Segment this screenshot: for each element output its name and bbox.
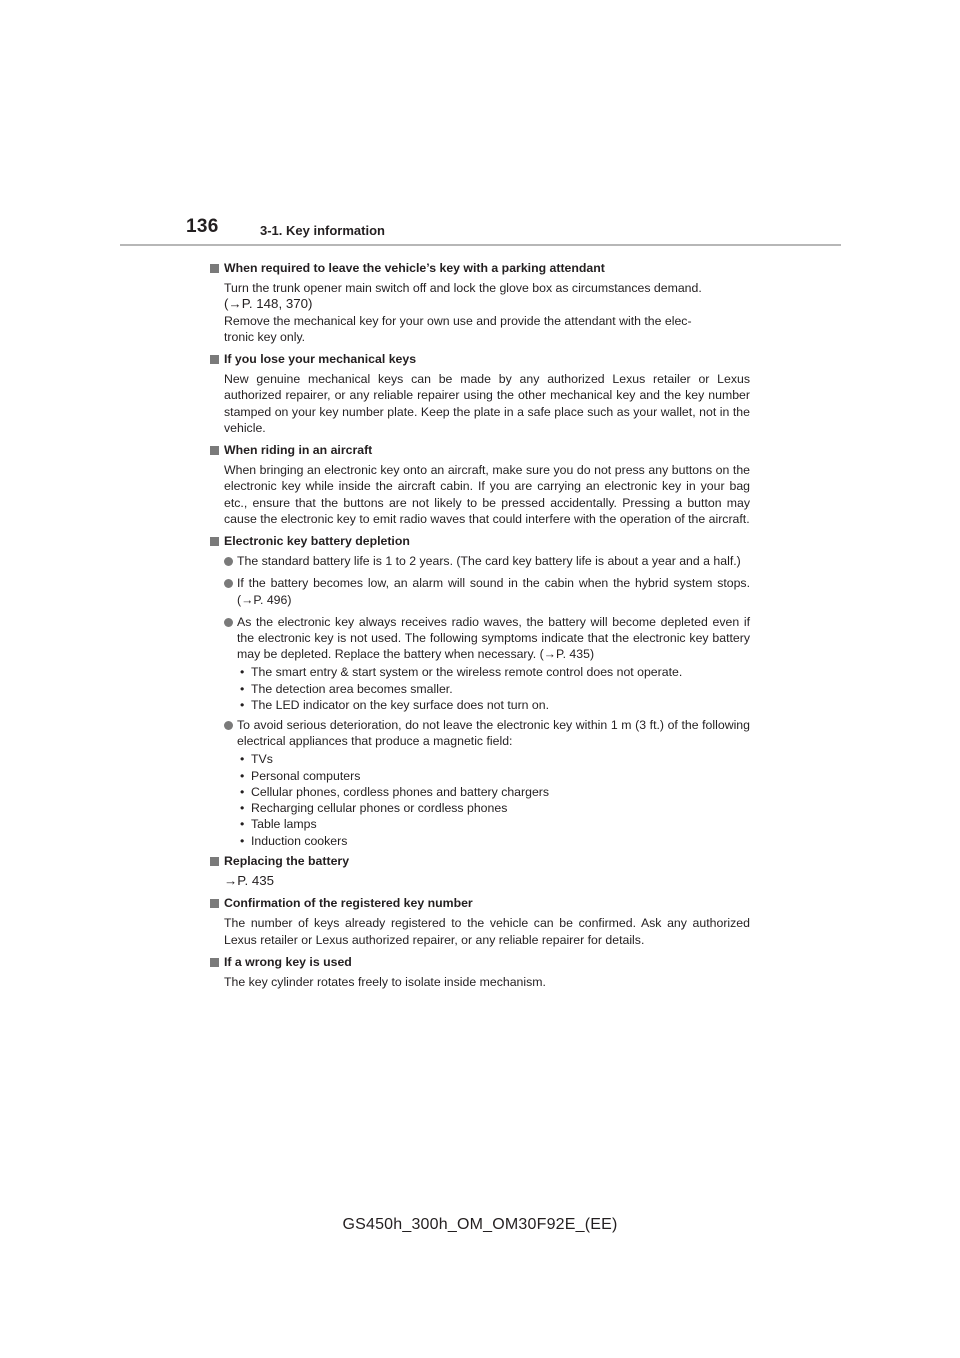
paragraph: New genuine mechanical keys can be made by any authorized Lexus retailer or Lexus authorized repairer, or any reliable repairer using the other mechanical key and the key number stamped on your key number plate. Keep the plate in a safe place such as your wallet, not in the vehicle. xyxy=(224,372,750,435)
circle-bullet-icon xyxy=(224,557,233,566)
list-item: • Cellular phones, cordless phones and battery chargers xyxy=(240,784,550,799)
page-content xyxy=(210,256,750,996)
bullet-item: If the battery becomes low, an alarm will sound in the cabin when the hybrid system stops. (→P. 496) xyxy=(210,575,750,607)
circle-bullet-icon xyxy=(224,721,233,730)
page-number: 136 xyxy=(186,216,219,237)
section-heading: Electronic key battery depletion xyxy=(210,533,750,549)
page-reference: (→P. 148, 370) xyxy=(224,296,313,312)
section-heading: When required to leave the vehicle’s key with a parking attendant xyxy=(210,260,750,276)
list-item: • Table lamps xyxy=(240,817,317,832)
list-item: • The smart entry & start system or the wireless remote control does not operate. xyxy=(240,665,683,680)
square-bullet-icon xyxy=(210,446,219,455)
list-item: • TVs xyxy=(240,752,273,767)
section-heading: Replacing the battery xyxy=(210,853,750,869)
list-item: • The LED indicator on the key surface does not turn on. xyxy=(240,697,550,712)
document-code-footer: GS450h_300h_OM_OM30F92E_(EE) xyxy=(342,1216,618,1233)
list-item: • The detection area becomes smaller. xyxy=(240,681,453,696)
list-item: • Induction cookers xyxy=(240,833,348,848)
symptom-list xyxy=(240,664,750,713)
bullet-item: The standard battery life is 1 to 2 years. (The card key battery life is about a year and a half.) xyxy=(210,553,750,569)
section-heading: If you lose your mechanical keys xyxy=(210,351,750,367)
square-bullet-icon xyxy=(210,537,219,546)
paragraph: The key cylinder rotates freely to isolate inside mechanism. xyxy=(224,974,546,989)
section-heading: Confirmation of the registered key number xyxy=(210,895,750,911)
paragraph-line: tronic key only. xyxy=(224,329,306,344)
paragraph-line: Turn the trunk opener main switch off and lock the glove box as circumstances demand. xyxy=(224,281,702,296)
square-bullet-icon xyxy=(210,857,219,866)
section-heading: If a wrong key is used xyxy=(210,954,750,970)
section-title: 3-1. Key information xyxy=(260,223,385,238)
paragraph: When bringing an electronic key onto an aircraft, make sure you do not press any buttons on the electronic key while inside the aircraft cabin. If you are carrying an electronic key in your bag etc., ensure that the buttons are not likely to be pressed accidentally. Pressing a button may cause the electronic key to emit radio waves that could interfere with the operation of the aircraft. xyxy=(224,463,750,526)
bullet-item: As the electronic key always receives radio waves, the battery will become depleted even if the electronic key is not used. The following symptoms indicate that the electronic key battery may be depleted. Replace the battery when necessary. (→P. 435) xyxy=(210,614,750,663)
section-heading: When riding in an aircraft xyxy=(210,442,750,458)
square-bullet-icon xyxy=(210,958,219,967)
list-item: • Recharging cellular phones or cordless phones xyxy=(240,801,508,816)
paragraph: The number of keys already registered to the vehicle can be confirmed. Ask any authorized Lexus retailer or Lexus authorized repairer, or any reliable repairer for details. xyxy=(224,916,750,947)
appliance-list xyxy=(240,751,750,848)
header-rule xyxy=(120,244,841,246)
circle-bullet-icon xyxy=(224,579,233,588)
list-item: • Personal computers xyxy=(240,768,361,783)
square-bullet-icon xyxy=(210,264,219,273)
paragraph-line: Remove the mechanical key for your own use and provide the attendant with the elec- xyxy=(224,313,692,328)
square-bullet-icon xyxy=(210,355,219,364)
paragraph xyxy=(224,280,750,345)
page-reference: →P. 435 xyxy=(224,872,275,888)
bullet-item: To avoid serious deterioration, do not leave the electronic key within 1 m (3 ft.) of the following electrical appliances that produce a magnetic field: xyxy=(210,717,750,749)
square-bullet-icon xyxy=(210,899,219,908)
circle-bullet-icon xyxy=(224,618,233,627)
